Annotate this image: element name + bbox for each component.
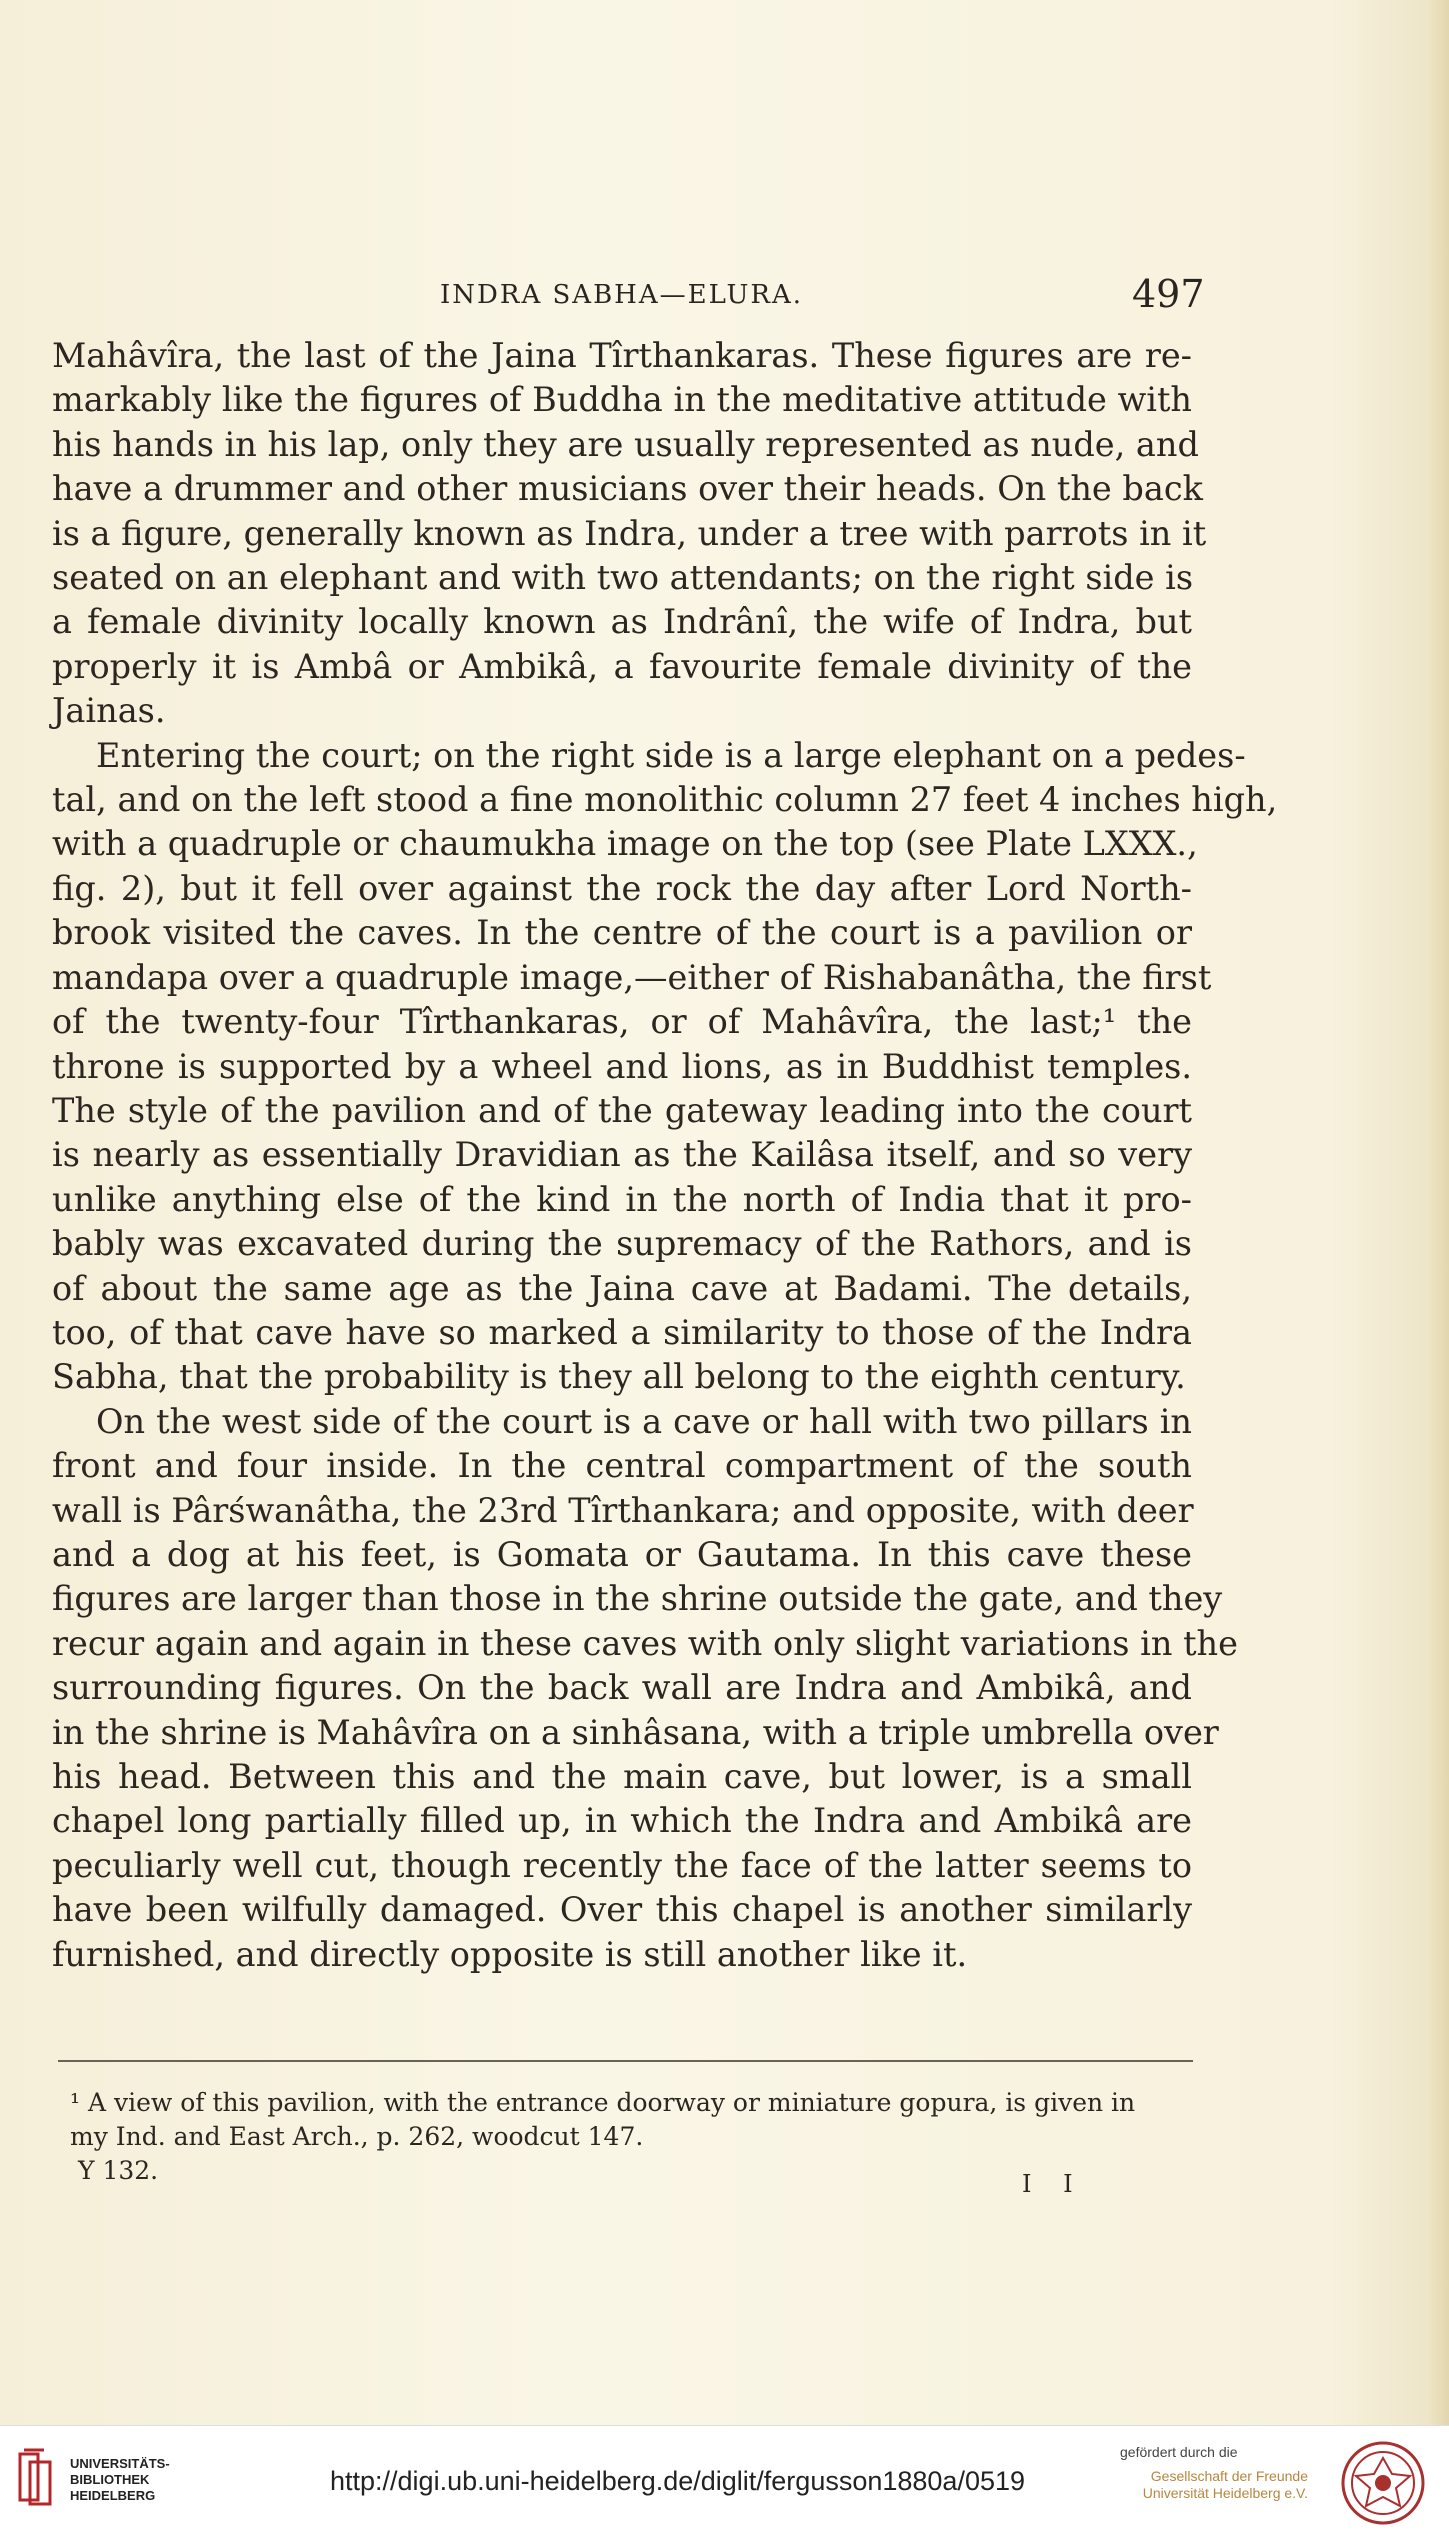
- text-line: with a quadruple or chaumukha image on the top (see Plate LXXX.,: [52, 824, 1198, 864]
- text-line: fig. 2), but it fell over against the rock the day after Lord North-: [52, 868, 1192, 908]
- text-line: peculiarly well cut, though recently the face of the latter seems to: [52, 1845, 1192, 1885]
- library-line: HEIDELBERG: [70, 2488, 156, 2503]
- text-line: his hands in his lap, only they are usually represented as nude, and: [52, 424, 1199, 464]
- library-logo-icon: [16, 2448, 56, 2506]
- text-line: a female divinity locally known as Indrânî, the wife of Indra, but: [52, 602, 1192, 642]
- sponsor-label: gefördert durch die: [1120, 2444, 1238, 2460]
- text-line: tal, and on the left stood a fine monolithic column 27 feet 4 inches high,: [52, 780, 1278, 820]
- text-line: his head. Between this and the main cave, but lower, is a small: [52, 1757, 1192, 1796]
- body-text: [52, 334, 1278, 1977]
- signature-mark: I I: [1022, 2170, 1085, 2198]
- text-line: Sabha, that the probability is they all belong to the eighth century.: [52, 1357, 1186, 1397]
- text-line: Entering the court; on the right side is a large elephant on a pedes-: [96, 735, 1246, 775]
- text-line: in the shrine is Mahâvîra on a sinhâsana, with a triple umbrella over: [52, 1712, 1219, 1752]
- running-title: INDRA SABHA—ELURA.: [440, 280, 803, 310]
- text-line: seated on an elephant and with two attendants; on the right side is: [52, 558, 1194, 598]
- text-line: throne is supported by a wheel and lions, as in Buddhist temples.: [52, 1046, 1192, 1086]
- text-line: On the west side of the court is a cave or hall with two pillars in: [96, 1401, 1192, 1441]
- text-line: have a drummer and other musicians over their heads. On the back: [52, 469, 1203, 509]
- text-line: brook visited the caves. In the centre of the court is a pavilion or: [52, 913, 1192, 953]
- text-line: have been wilfully damaged. Over this chapel is another similarly: [52, 1890, 1192, 1930]
- text-line: furnished, and directly opposite is still another like it.: [52, 1934, 968, 1974]
- footer-bar: [0, 2425, 1449, 2534]
- text-line: wall is Pârśwanâtha, the 23rd Tîrthankara; and opposite, with deer: [52, 1490, 1194, 1530]
- text-line: and a dog at his feet, is Gomata or Gautama. In this cave these: [52, 1534, 1192, 1574]
- footnote-line: Y 132.: [78, 2156, 159, 2185]
- society-line: Gesellschaft der Freunde: [1150, 2468, 1308, 2484]
- text-line: chapel long partially filled up, in which the Indra and Ambikâ are: [52, 1801, 1192, 1841]
- text-line: is a figure, generally known as Indra, under a tree with parrots in it: [52, 513, 1207, 553]
- text-line: of about the same age as the Jaina cave at Badami. The details,: [52, 1268, 1192, 1308]
- footnote-line: ¹ A view of this pavilion, with the entrance doorway or miniature gopura, is given in: [70, 2088, 1136, 2117]
- text-line: surrounding figures. On the back wall are Indra and Ambikâ, and: [52, 1668, 1192, 1708]
- library-line: UNIVERSITÄTS-: [70, 2456, 170, 2471]
- text-line: mandapa over a quadruple image,—either of Rishabanâtha, the first: [52, 957, 1212, 997]
- text-line: Jainas.: [52, 691, 166, 731]
- text-line: recur again and again in these caves with only slight variations in the: [52, 1623, 1238, 1663]
- text-line: markably like the figures of Buddha in the meditative attitude with: [52, 380, 1192, 420]
- text-line: bably was excavated during the supremacy of the Rathors, and is: [52, 1224, 1192, 1264]
- permalink[interactable]: http://digi.ub.uni-heidelberg.de/diglit/fergusson1880a/0519: [330, 2466, 1026, 2496]
- text-line: too, of that cave have so marked a similarity to those of the Indra: [52, 1312, 1192, 1352]
- footnote-rule: [58, 2060, 1193, 2062]
- library-line: BIBLIOTHEK: [70, 2472, 150, 2487]
- society-seal-icon: [1340, 2440, 1426, 2526]
- library-name: [70, 2456, 170, 2504]
- running-head: [0, 272, 1449, 316]
- page-edge: [1427, 0, 1449, 2425]
- text-line: Mahâvîra, the last of the Jaina Tîrthankaras. These figures are re-: [52, 336, 1192, 375]
- society-line: Universität Heidelberg e.V.: [1142, 2485, 1308, 2501]
- text-line: unlike anything else of the kind in the north of India that it pro-: [52, 1179, 1192, 1219]
- text-line: properly it is Ambâ or Ambikâ, a favourite female divinity of the: [52, 646, 1192, 686]
- text-line: is nearly as essentially Dravidian as the Kailâsa itself, and so very: [52, 1135, 1192, 1175]
- text-line: figures are larger than those in the shrine outside the gate, and they: [52, 1579, 1223, 1619]
- page-number: 497: [1132, 272, 1205, 316]
- text-line: The style of the pavilion and of the gateway leading into the court: [52, 1090, 1192, 1130]
- footnote-line: my Ind. and East Arch., p. 262, woodcut 147.: [70, 2122, 644, 2151]
- text-line: front and four inside. In the central compartment of the south: [52, 1446, 1192, 1486]
- text-line: of the twenty-four Tîrthankaras, or of Mahâvîra, the last;¹ the: [52, 1002, 1192, 1042]
- society-name: [1118, 2468, 1308, 2502]
